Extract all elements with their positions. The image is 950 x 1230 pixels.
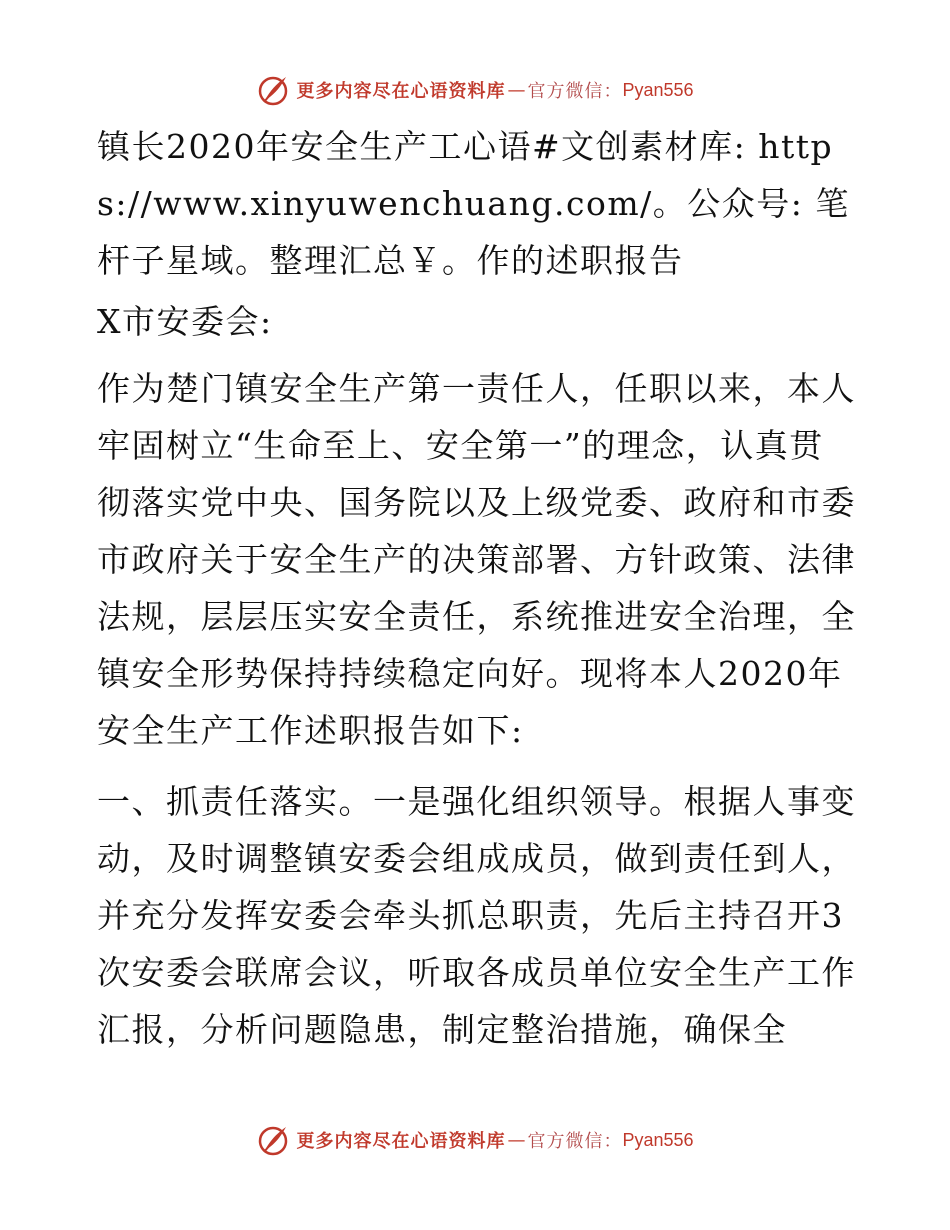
watermark-separator: — [507,79,526,101]
document-greeting: X市安委会: [97,302,273,341]
watermark-wechat-id: Pyan556 [622,1129,694,1150]
paragraph-intro: 作为楚门镇安全生产第一责任人，任职以来，本人牢固树立“生命至上、安全第一”的理念，认真贯彻落实党中央、国务院以及上级党委、政府和市委市政府关于安全生产的决策部署、方针政策、法律法规，层层压实安全责任，系统推进安全治理，全镇安全形势保持持续稳定向好。现将本人2020年安全生产工作述职报告如下: [97,369,856,750]
document-title: 镇长2020年安全生产工心语#文创素材库: https://www.xinyuwenchuang.com/。公众号: 笔杆子星域。整理汇总￥。作的述职报告 [97,127,850,280]
document-body [97,118,857,1058]
feather-logo-icon [256,73,290,107]
watermark-separator: — [507,1129,526,1151]
watermark-brand: 更多内容尽在心语资料库 [296,1131,506,1152]
watermark-official-label: 官方微信： [527,81,623,102]
paragraph-responsibility: 一、抓责任落实。一是强化组织领导。根据人事变动，及时调整镇安委会组成成员，做到责任到人，并充分发挥安委会牵头抓总职责，先后主持召开3次安委会联席会议，听取各成员单位安全生产工作汇报，分析问题隐患，制定整治措施，确保全 [97,782,856,1049]
watermark-official-label: 官方微信： [527,1131,623,1152]
watermark-banner-top [0,70,950,110]
watermark-brand: 更多内容尽在心语资料库 [296,81,506,102]
watermark-banner-bottom [0,1120,950,1160]
watermark-wechat-id: Pyan556 [622,79,694,100]
feather-logo-icon [256,1123,290,1157]
